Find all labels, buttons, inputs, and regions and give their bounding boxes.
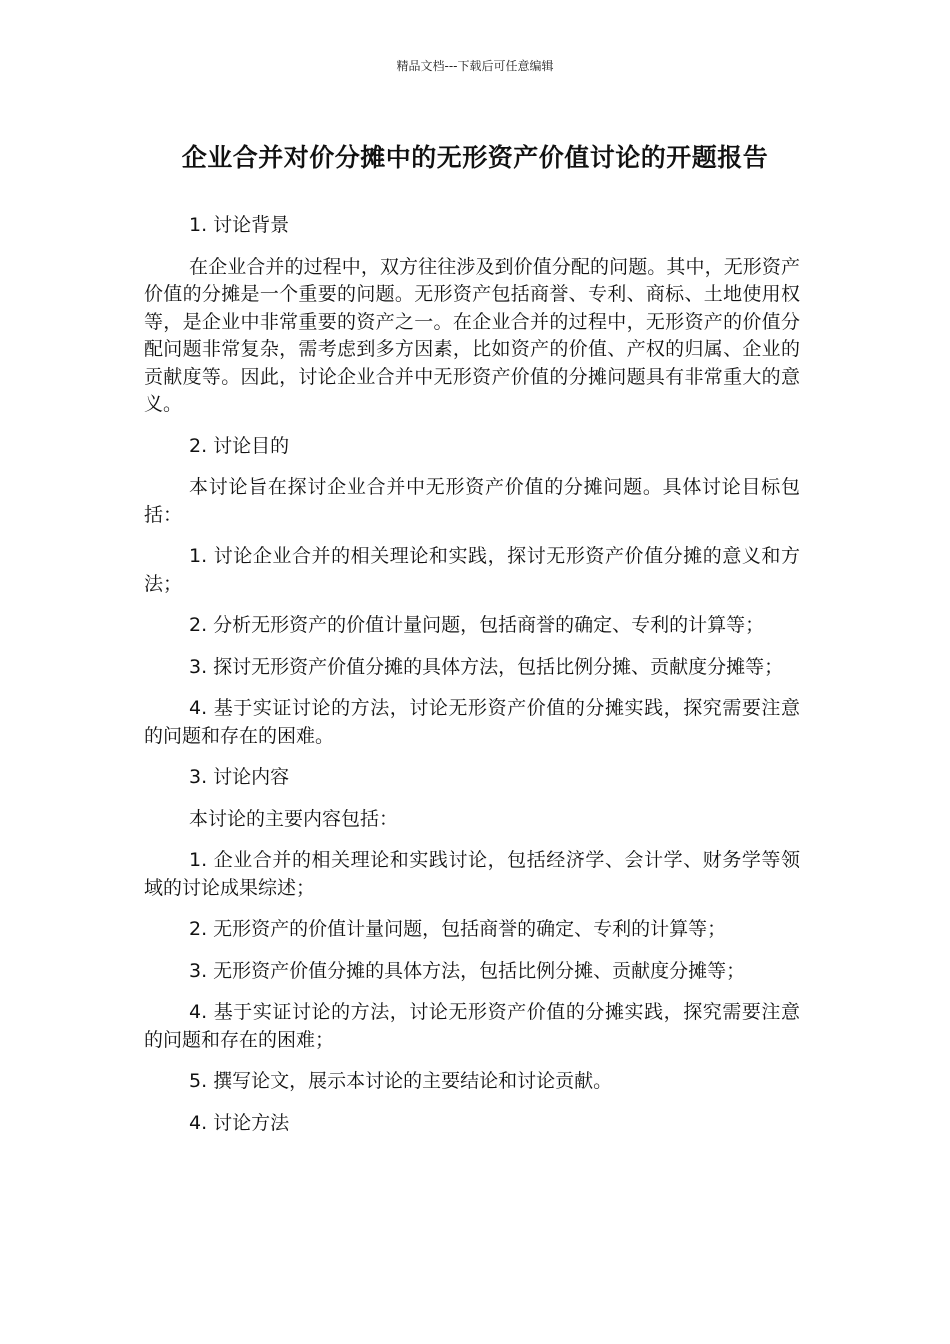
list-item-purpose-2: 2. 分析无形资产的价值计量问题，包括商誉的确定、专利的计算等； [189,614,765,636]
section-heading-content: 3. 讨论内容 [189,766,290,788]
list-item-content-4: 4. 基于实证讨论的方法，讨论无形资产价值的分摊实践，探究需要注意的问题和存在的困难； [144,1001,800,1051]
list-item-content-1: 1. 企业合并的相关理论和实践讨论，包括经济学、会计学、财务学等领域的讨论成果综述； [144,849,800,899]
section-heading-method: 4. 讨论方法 [189,1111,290,1134]
section-heading-background: 1. 讨论背景 [189,214,290,236]
document-body [144,212,800,1151]
header-note: 精品文档---下载后可任意编辑 [396,59,554,73]
list-item-purpose-1: 1. 讨论企业合并的相关理论和实践，探讨无形资产价值分摊的意义和方法； [144,545,800,595]
section-heading-purpose: 2. 讨论目的 [189,434,290,457]
paragraph-background: 在企业合并的过程中，双方往往涉及到价值分配的问题。其中，无形资产价值的分摊是一个重要的问题。无形资产包括商誉、专利、商标、土地使用权等，是企业中非常重要的资产之一。在企业合并的过程中，无形资产的价值分配问题非常复杂，需考虑到多方因素，比如资产的价值、产权的归属、企业的贡献度等。因此，讨论企业合并中无形资产价值的分摊问题具有非常重大的意义。 [144,255,800,415]
list-item-content-5: 5. 撰写论文，展示本讨论的主要结论和讨论贡献。 [189,1070,613,1092]
list-item-content-3: 3. 无形资产价值分摊的具体方法，包括比例分摊、贡献度分摊等； [189,959,746,982]
paragraph-purpose-intro: 本讨论旨在探讨企业合并中无形资产价值的分摊问题。具体讨论目标包括： [144,476,800,526]
list-item-content-2: 2. 无形资产的价值计量问题，包括商誉的确定、专利的计算等； [189,918,727,940]
list-item-purpose-3: 3. 探讨无形资产价值分摊的具体方法，包括比例分摊、贡献度分摊等； [189,655,784,678]
paragraph-content-intro: 本讨论的主要内容包括： [189,807,399,830]
list-item-purpose-4: 4. 基于实证讨论的方法，讨论无形资产价值的分摊实践，探究需要注意的问题和存在的困难。 [144,697,800,747]
document-title: 企业合并对价分摊中的无形资产价值讨论的开题报告 [181,143,769,172]
